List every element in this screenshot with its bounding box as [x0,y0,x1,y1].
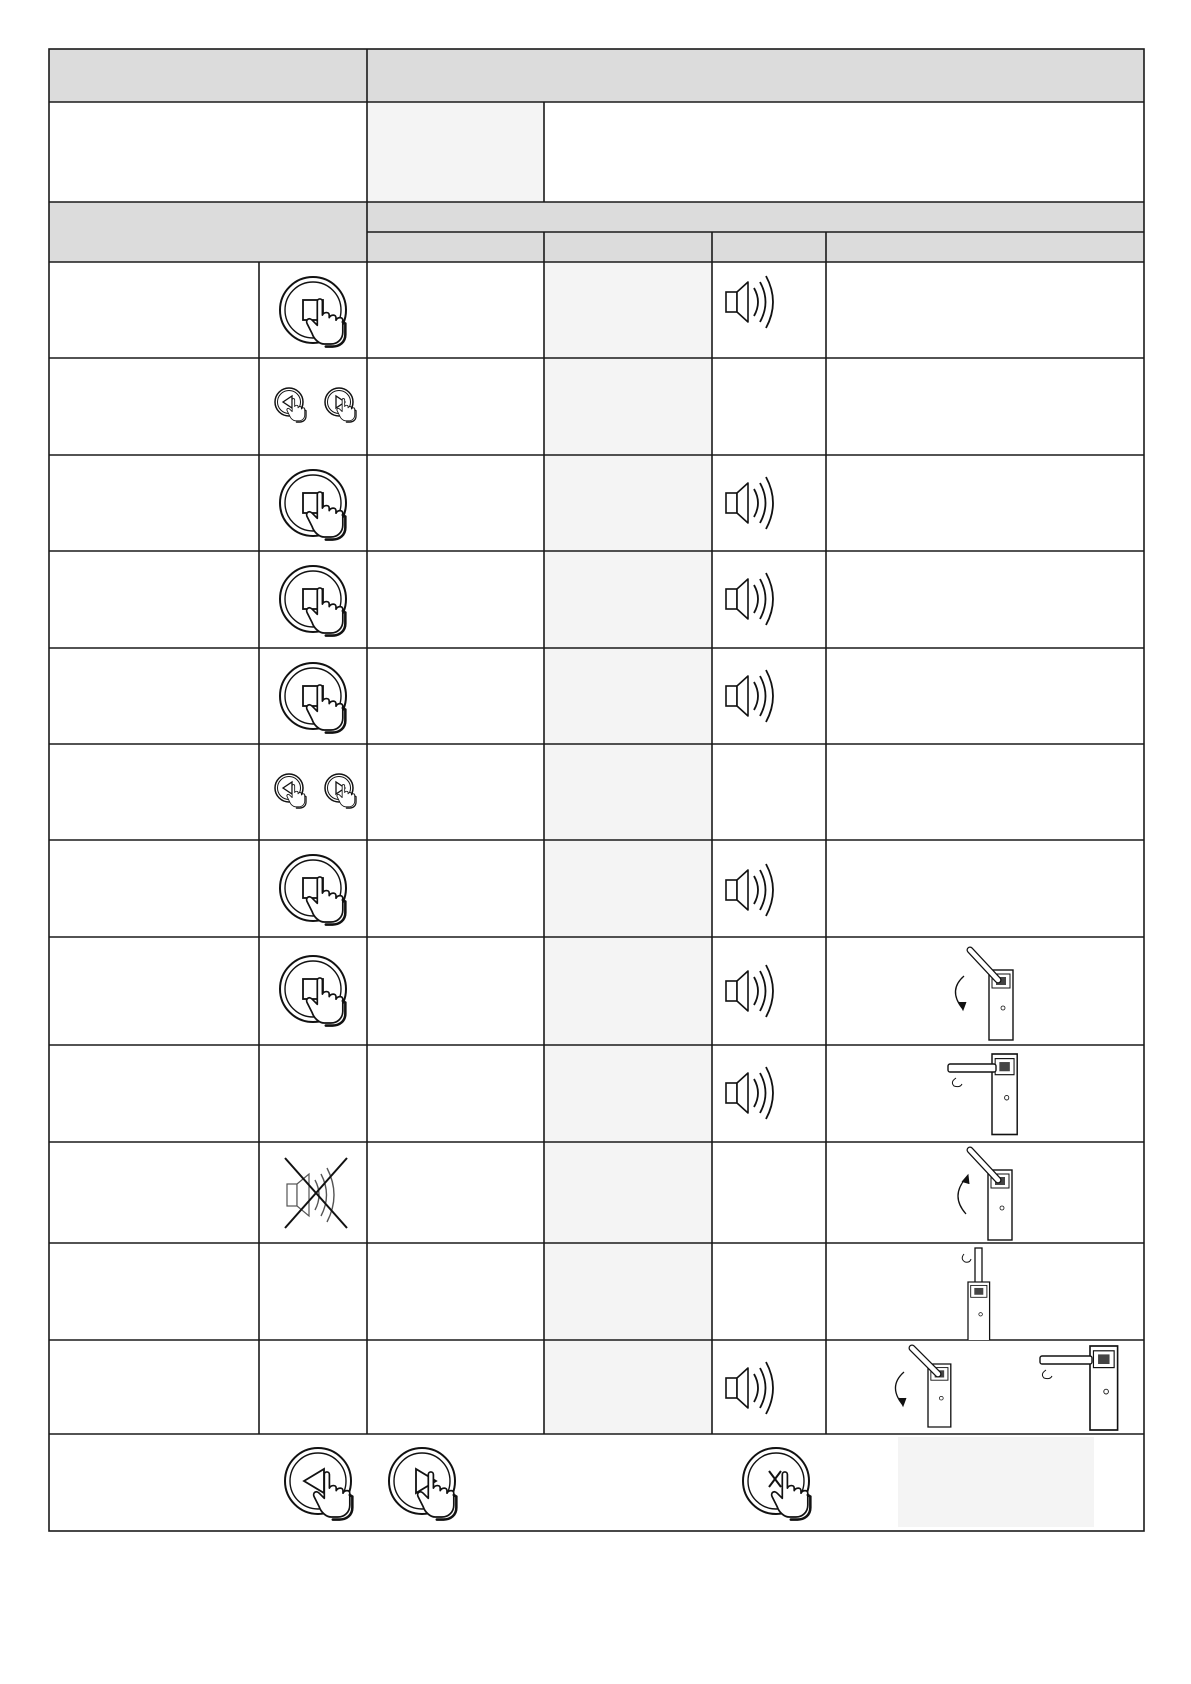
buzzer-icon [712,840,792,937]
buzzer-icon [712,262,792,340]
press-button-icon [259,551,367,648]
buzzer-icon [712,455,792,551]
press-button-icon [259,840,367,937]
info-shaded-cell [367,102,544,202]
shaded-data-column [544,262,712,1434]
barrier-horizontal-icon [1032,1342,1140,1432]
press-button-icon [259,455,367,551]
column-header-1 [367,232,544,262]
arrow-buttons-icon [259,744,367,840]
column-header-2 [544,232,712,262]
arrow-buttons-icon [259,358,367,455]
arrow-left-button-icon [276,1437,372,1531]
footer-shaded-box [898,1437,1094,1527]
header-description-cell [367,49,1144,102]
buzzer-icon [712,1045,792,1142]
barrier-vertical-icon [950,1244,1020,1340]
subheader-left-cell [49,202,367,262]
buzzer-icon [712,551,792,648]
barrier-lowering-icon [926,940,1036,1042]
column-header-3 [712,232,826,262]
buzzer-icon [712,648,792,744]
arrow-right-button-icon [380,1437,476,1531]
buzzer-icon [712,937,792,1045]
column-header-4 [826,232,1144,262]
barrier-raising-icon [926,1144,1036,1242]
buzzer-muted-icon [259,1142,367,1243]
press-button-icon [259,262,367,358]
header-title-cell [49,49,367,102]
buzzer-icon [712,1340,792,1434]
press-button-icon [259,937,367,1045]
barrier-horizontal-icon [930,1048,1040,1140]
press-button-icon [259,648,367,744]
x-button-icon [734,1437,830,1531]
subheader-span-cell [367,202,1144,232]
barrier-lowering-icon [884,1342,964,1432]
